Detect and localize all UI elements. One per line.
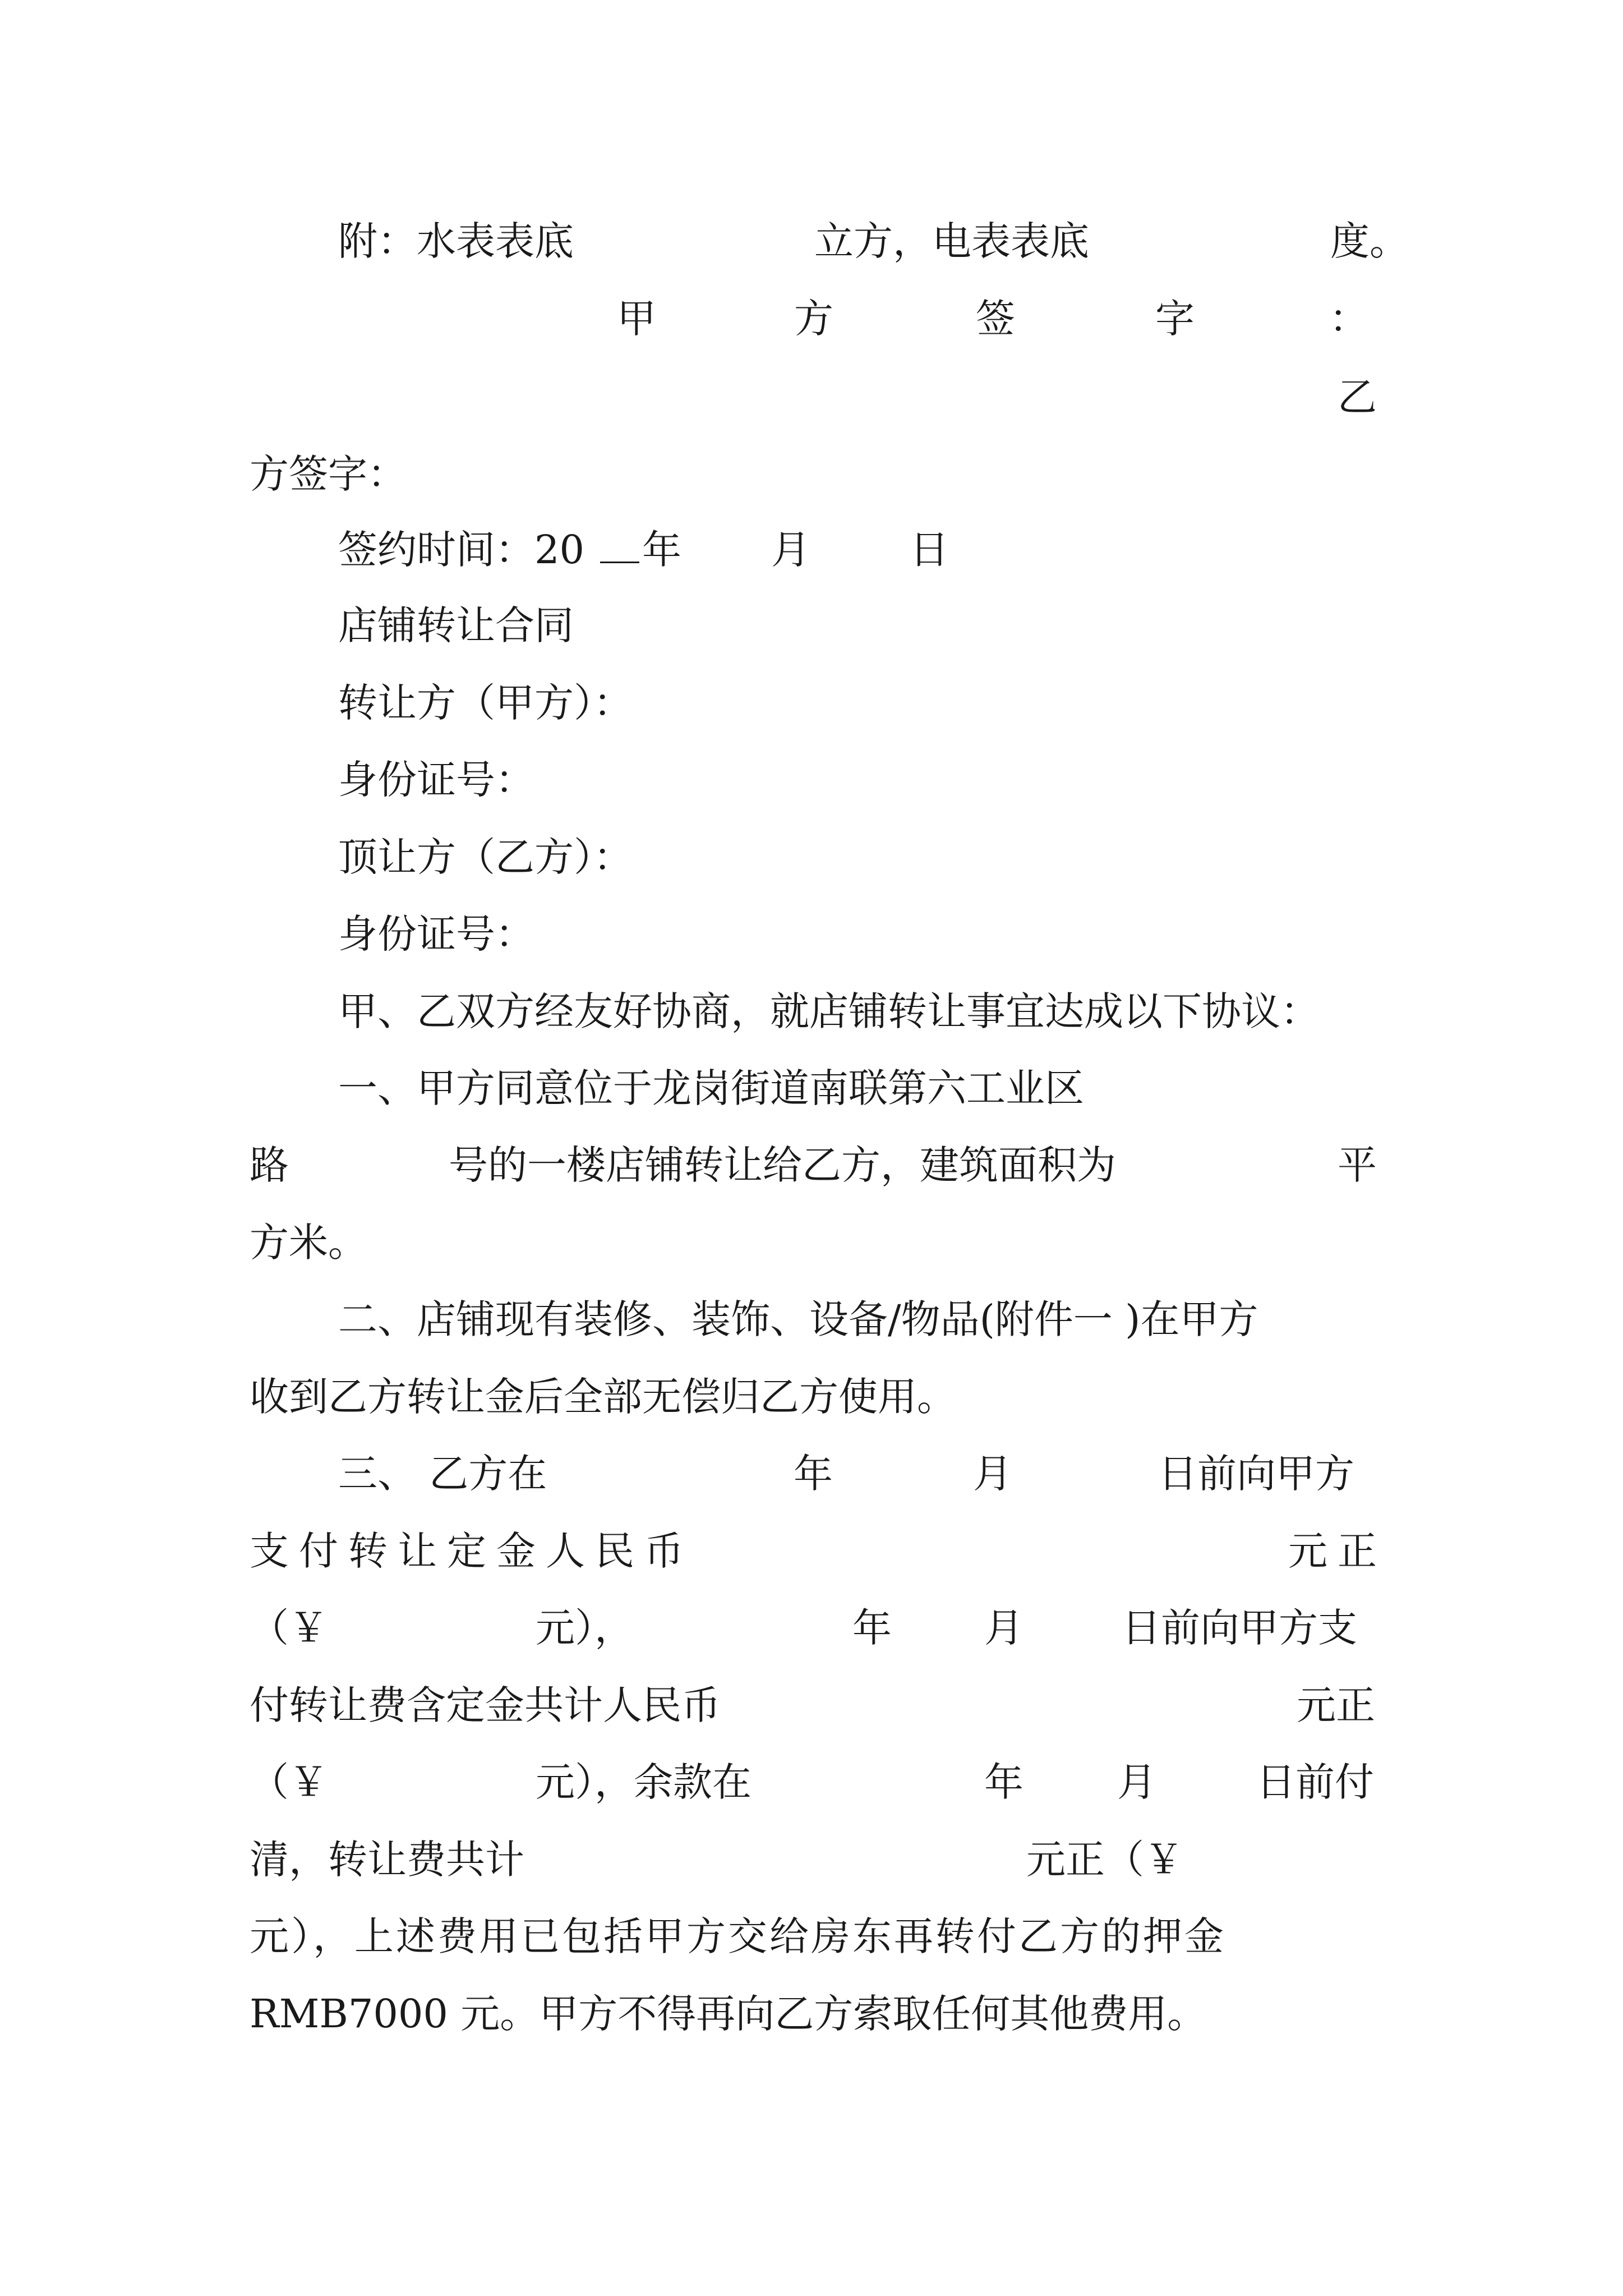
sign-date-year: 年 <box>642 527 681 573</box>
clause-3-day-1: 日前向甲方 <box>1158 1451 1354 1497</box>
clause-1-area-unit: 平 <box>1338 1142 1377 1188</box>
clause-3-intro: 三、 乙方在 <box>338 1451 547 1497</box>
party-b-char: 乙 <box>1338 374 1377 420</box>
clause-2-line-1: 二、店铺现有装修、装饰、设备/物品(附件一 )在甲方 <box>338 1296 1258 1342</box>
signature-char-1: 甲 <box>617 296 656 342</box>
clause-3-month-2: 月 <box>984 1605 1023 1651</box>
clause-3-line-7: 元），上述费用已包括甲方交给房东再转付乙方的押金 <box>250 1913 1226 1959</box>
clause-3-total-text: 付转让费含定金共计人民币 <box>250 1682 721 1728</box>
year-underline <box>600 527 639 563</box>
sign-date-month: 月 <box>771 527 810 573</box>
clause-3-balance-text: 元），余款在 <box>536 1759 751 1805</box>
clause-3-month-1: 月 <box>973 1451 1012 1497</box>
preamble: 甲、乙双方经友好协商，就店铺转让事宜达成以下协议： <box>338 988 1320 1034</box>
signature-char-2: 方 <box>794 296 833 342</box>
transferee-label: 顶让方（乙方）： <box>338 834 633 880</box>
clause-3-year-2: 年 <box>852 1605 892 1651</box>
clause-1-number-text: 号的一楼店铺转让给乙方，建筑面积为 <box>449 1142 1116 1188</box>
signature-colon: ： <box>1329 296 1368 342</box>
party-b-signature-label: 方签字： <box>250 451 407 497</box>
transferor-id-label: 身份证号： <box>338 757 534 803</box>
clause-3-yuan-1: 元）， <box>536 1605 634 1651</box>
signature-char-4: 字 <box>1155 296 1195 342</box>
clause-3-day-2: 日前向甲方支 <box>1122 1605 1357 1651</box>
transferor-label: 转让方（甲方）： <box>338 680 633 726</box>
sign-date-label: 签约时间：20 <box>338 527 585 573</box>
clause-1-road: 路 <box>250 1142 289 1188</box>
clause-3-day-3: 日前付 <box>1256 1759 1374 1805</box>
clause-1-line-1: 一、甲方同意位于龙岗街道南联第六工业区 <box>338 1065 1084 1111</box>
annex-unit-suffix: 度。 <box>1330 218 1409 264</box>
annex-electric-meter-label: 立方，电表表底 <box>814 218 1089 264</box>
clause-3-fee-unit: 元正（￥ <box>1026 1837 1183 1883</box>
sign-date-year-blank <box>600 524 639 575</box>
transferee-id-label: 身份证号： <box>338 911 534 957</box>
clause-3-month-3: 月 <box>1117 1759 1156 1805</box>
party-b-signature-rest <box>250 449 407 499</box>
clause-3-yen-2: （￥ <box>250 1759 328 1805</box>
contract-title: 店铺转让合同 <box>338 602 574 648</box>
clause-3-year-3: 年 <box>984 1759 1023 1805</box>
clause-3-total-unit: 元正 <box>1297 1682 1375 1728</box>
party-b-signature-first <box>1338 372 1377 422</box>
clause-3-deposit-unit: 元正 <box>1288 1528 1387 1574</box>
clause-3-yen-1: （￥ <box>250 1605 328 1651</box>
clause-1-line-3: 方米。 <box>250 1220 367 1266</box>
annex-water-meter-label: 附：水表表底 <box>338 218 574 264</box>
signature-char-3: 签 <box>976 296 1015 342</box>
sign-date-day: 日 <box>910 527 949 573</box>
clause-3-year-1: 年 <box>794 1451 833 1497</box>
clause-3-fee-text: 清，转让费共计 <box>250 1837 524 1883</box>
clause-3-line-8: RMB7000 元。甲方不得再向乙方索取任何其他费用。 <box>250 1991 1207 2037</box>
clause-3-deposit-text: 支付转让定金人民币 <box>250 1528 694 1574</box>
clause-2-line-2: 收到乙方转让金后全部无偿归乙方使用。 <box>250 1374 956 1420</box>
